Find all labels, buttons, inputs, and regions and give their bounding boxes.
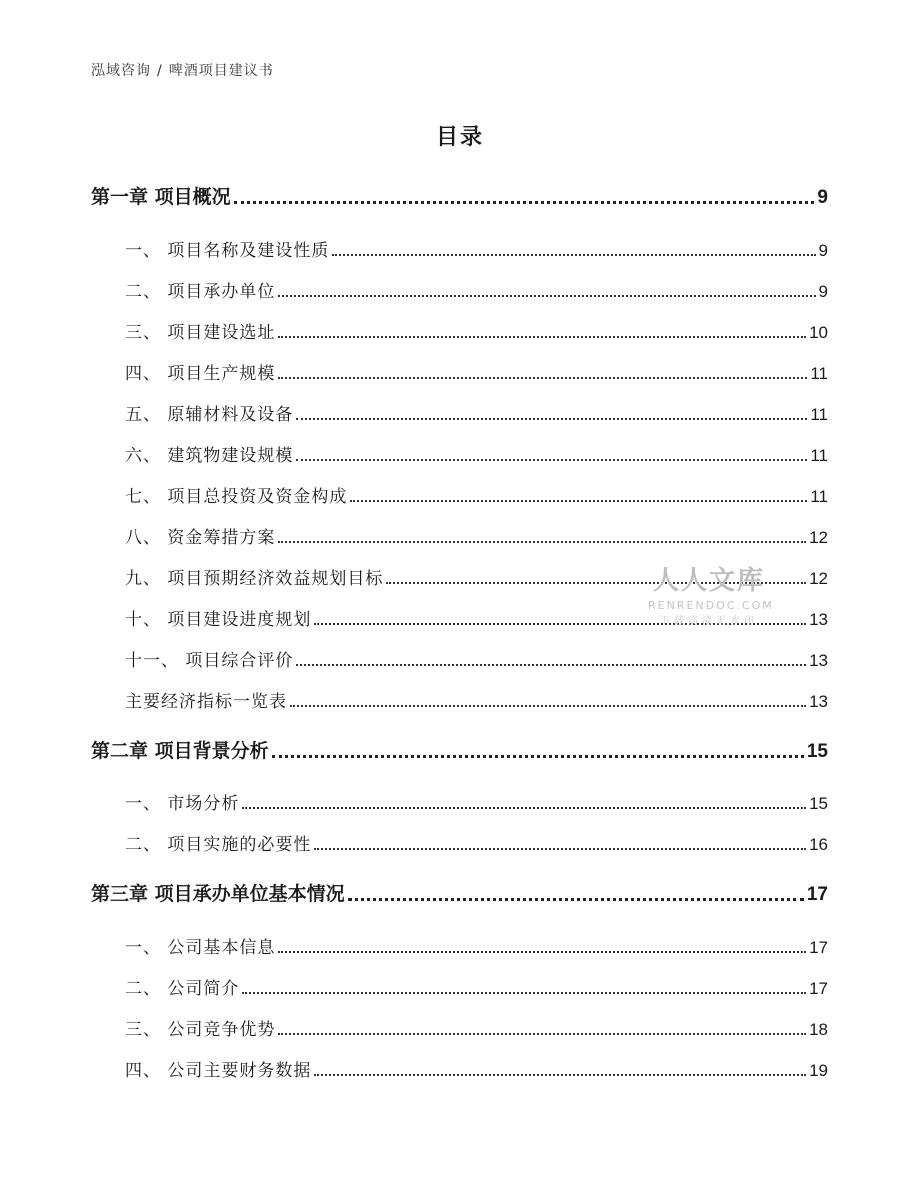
toc-entry-label: 十一、 项目综合评价 xyxy=(125,651,294,671)
toc-page-number: 9 xyxy=(817,187,828,208)
dot-leader xyxy=(234,201,815,204)
dot-leader xyxy=(278,295,815,297)
toc-section[interactable] xyxy=(125,605,828,630)
toc-page-number: 11 xyxy=(810,487,828,506)
dot-leader xyxy=(332,254,815,256)
dot-leader xyxy=(348,898,804,901)
toc-page-number: 9 xyxy=(818,282,828,301)
toc-entry-label: 第一章 项目概况 xyxy=(91,186,231,208)
toc-page-number: 13 xyxy=(809,651,828,670)
toc-page-number: 17 xyxy=(809,938,828,957)
dot-leader xyxy=(278,541,806,543)
toc-section[interactable] xyxy=(125,236,828,261)
toc-section[interactable] xyxy=(125,974,828,999)
toc-section[interactable] xyxy=(125,523,828,548)
dot-leader xyxy=(314,623,806,625)
toc-section[interactable] xyxy=(125,789,828,814)
toc-section[interactable] xyxy=(125,933,828,958)
toc-entry-label: 三、 项目建设选址 xyxy=(125,323,276,343)
dot-leader xyxy=(386,582,806,584)
toc-section[interactable] xyxy=(125,318,828,343)
toc-entry-label: 七、 项目总投资及资金构成 xyxy=(125,487,348,507)
dot-leader xyxy=(278,951,806,953)
watermark-slogan: 下载高清无水印 xyxy=(660,616,758,627)
dot-leader xyxy=(242,992,806,994)
dot-leader xyxy=(272,755,804,758)
toc-entry-label: 九、 项目预期经济效益规划目标 xyxy=(125,569,384,589)
toc-page-number: 17 xyxy=(806,884,828,905)
toc-section[interactable] xyxy=(125,482,828,507)
toc-page-number: 17 xyxy=(809,979,828,998)
toc-section[interactable] xyxy=(125,441,828,466)
dot-leader xyxy=(242,807,806,809)
toc-section[interactable] xyxy=(125,830,828,855)
toc-section[interactable] xyxy=(125,1056,828,1081)
dot-leader xyxy=(296,418,807,420)
toc-page-number: 9 xyxy=(818,241,828,260)
toc-page-number: 15 xyxy=(809,794,828,813)
toc-section[interactable] xyxy=(125,687,828,712)
toc-entry-label: 四、 项目生产规模 xyxy=(125,364,276,384)
toc-page-number: 18 xyxy=(809,1020,828,1039)
watermark-logo-text: 人人文库 xyxy=(652,566,765,596)
toc-section[interactable] xyxy=(125,1015,828,1040)
toc-section[interactable] xyxy=(125,400,828,425)
toc-page-number: 11 xyxy=(810,446,828,465)
dot-leader xyxy=(314,848,806,850)
header-doc-title: 啤酒项目建议书 xyxy=(168,63,274,79)
toc-entry-label: 主要经济指标一览表 xyxy=(125,692,287,712)
toc-section[interactable] xyxy=(125,359,828,384)
toc-entry-label: 六、 建筑物建设规模 xyxy=(125,446,294,466)
toc-section[interactable] xyxy=(125,646,828,671)
toc-entry-label: 一、 项目名称及建设性质 xyxy=(125,241,330,261)
toc-page-number: 12 xyxy=(809,528,828,547)
running-header xyxy=(91,60,274,80)
toc-page-number: 12 xyxy=(809,569,828,588)
watermark-url: RENRENDOC.COM xyxy=(648,599,774,612)
dot-leader xyxy=(350,500,807,502)
toc-entry-label: 五、 原辅材料及设备 xyxy=(125,405,294,425)
dot-leader xyxy=(290,705,806,707)
dot-leader xyxy=(314,1074,806,1076)
toc-page-number: 13 xyxy=(809,610,828,629)
toc-entry-label: 三、 公司竞争优势 xyxy=(125,1020,276,1040)
toc-page-number: 19 xyxy=(809,1061,828,1080)
toc-entry-label: 第三章 项目承办单位基本情况 xyxy=(91,883,345,905)
toc-entry-label: 一、 市场分析 xyxy=(125,794,240,814)
dot-leader xyxy=(278,1033,806,1035)
toc-page-number: 15 xyxy=(806,741,828,762)
toc-entry-label: 二、 公司简介 xyxy=(125,979,240,999)
toc-entry-label: 八、 资金筹措方案 xyxy=(125,528,276,548)
header-company: 泓域咨询 xyxy=(91,63,151,79)
dot-leader xyxy=(278,377,807,379)
header-separator: / xyxy=(157,63,163,79)
toc-entry-label: 十、 项目建设进度规划 xyxy=(125,610,312,630)
dot-leader xyxy=(296,459,807,461)
toc-chapter-1[interactable] xyxy=(91,182,828,209)
toc-entry-label: 第二章 项目背景分析 xyxy=(91,740,269,762)
toc-entry-label: 二、 项目实施的必要性 xyxy=(125,835,312,855)
toc-section[interactable] xyxy=(125,564,828,589)
toc-page-number: 16 xyxy=(809,835,828,854)
toc-entry-label: 一、 公司基本信息 xyxy=(125,938,276,958)
toc-entry-label: 二、 项目承办单位 xyxy=(125,282,276,302)
toc-page-number: 11 xyxy=(810,405,828,424)
toc-page-number: 11 xyxy=(810,364,828,383)
page-title: 目录 xyxy=(435,125,484,150)
dot-leader xyxy=(296,664,806,666)
toc-entry-label: 四、 公司主要财务数据 xyxy=(125,1061,312,1081)
toc-page-number: 10 xyxy=(809,323,828,342)
toc-chapter-3[interactable] xyxy=(91,879,828,906)
toc-chapter-2[interactable] xyxy=(91,736,828,763)
dot-leader xyxy=(278,336,806,338)
toc-page-number: 13 xyxy=(809,692,828,711)
toc-section[interactable] xyxy=(125,277,828,302)
